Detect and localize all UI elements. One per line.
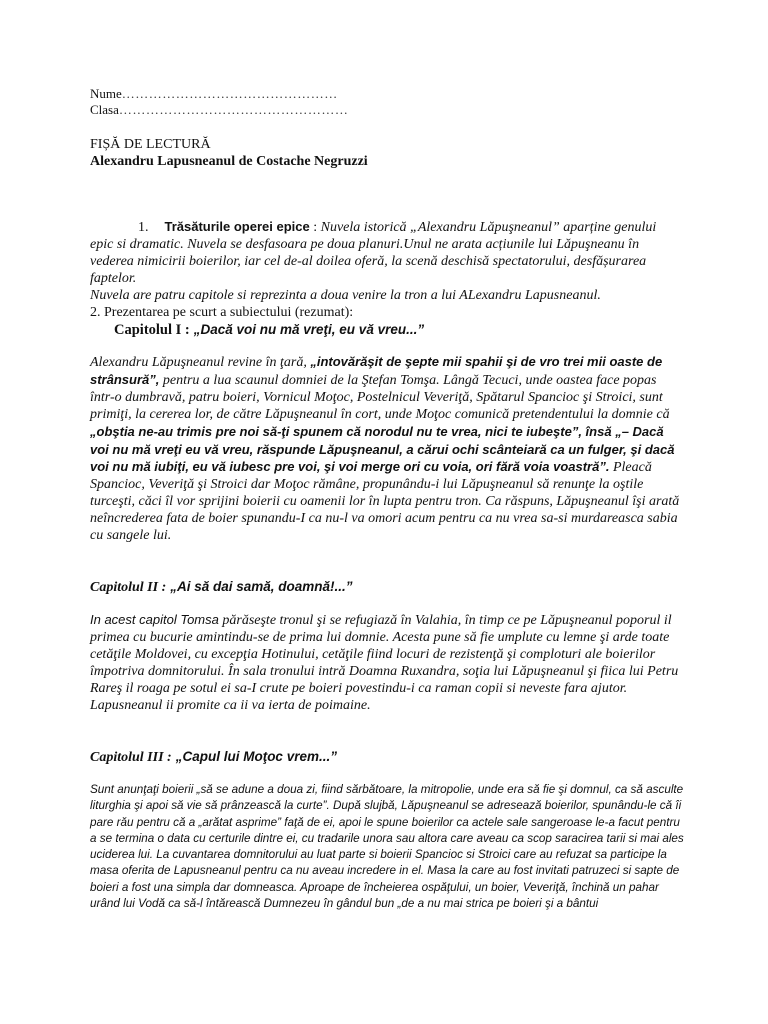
chapter-2-heading — [90, 578, 680, 597]
section-1-text-2: Nuvela are patru capitole si reprezinta a doua venire la tron a lui ALexandru Lapusneanul. — [90, 287, 601, 303]
chapter-1-label: Capitolul I : — [114, 322, 190, 338]
chapter-2-text-b: părăseşte tronul şi se refugiază în Valahia, în timp ce pe Lăpuşneanul poporul il primea cu bucurie amintindu-se de prima lui domnie. Acesta pune să fie umplute cu lemne şi arde toate cetăţile Moldovei, cu excepţia Hotinului, cetăţile fiind locuri de rezistenţă şi comploturi ale boierilor împotriva domnitorului. În sala tronului intră Doamna Ruxandra, soţia lui Lăpuşneanul şi fiica lui Petru Rareş il roaga pe sotul ei sa-I crute pe boieri povestindu-i ca raman copii si neveste fara ajutor. Lapusneanul ii promite ca ii va ierta de poimaine. — [90, 613, 679, 713]
section-1-text: Nuvela istorică „Alexandru Lăpuşneanul” aparține genului epic si dramatic. Nuvela se desfasoara pe doua planuri.Unul ne arata acțiunile lui Lăpuşneanu în vederea nimicirii boierilor, iar cel de-al doilea oferă, la scenă deschisă spectatorului, desfășurarea faptelor. — [90, 220, 657, 286]
chapter-1-quote-a: „intovărăşit de şepte mii spahii şi de vro trei mii oaste de strânsură”, — [90, 354, 663, 387]
chapter-1-quote: „Dacă voi nu mă vreţi, eu vă vreu...” — [193, 322, 425, 337]
chapter-1-heading — [90, 321, 680, 339]
class-label: Clasa — [90, 102, 119, 117]
name-line — [90, 86, 680, 102]
section-1-colon: : — [309, 220, 321, 235]
chapter-3-paragraph: Sunt anunţaţi boierii „să se adune a doua zi, fiind sărbătoare, la mitropolie, unde era să fie şi domnul, ca să asculte liturghia şi apoi să vie să prânzească la curte”. După slujbă, Lăpuşneanul se adresează boierilor, spunându-le că îi pare rău pentru că a „arătat asprime” faţă de ei, apoi le spune boierilor ca actele sale sangeroase le-a facut pentru a se termina o data cu certurile dintre ei, cu tradarile unora sau altora care aveau ca scop saracirea tarii si mai ales uciderea lui. La cuvantarea domnitorului au luat parte si boierii Spancioc si Stroici care au refuzat sa participe la masa oferita de Lapusneanul pentru ca nu aveau incredere in el. Masa la care au fost invitati patruzeci si sapte de boieri a fost una simpla dar domneasca. Aproape de încheierea ospăţului, un boier, Veveriţă, închină un pahar urând lui Vodă ca să-l întărească Dumnezeu în gândul bun „de a nu mai strica pe boieri şi a bântui — [90, 783, 684, 911]
chapter-1-text-d: Pleacă Spancioc, Veveriţă şi Stroici dar Moţoc rămâne, propunându-i lui Lăpuşneanul să renunţe la oştile turceşti, căci îl vor sprijini boierii cu oamenii lor în lupta pentru tron. Ca răspuns, Lăpuşneanul îşi arată neîncrederea fata de boier spunandu-I ca nu-l va omori acum pentru ca nu vrea sa-si murdareasca sabia cu sangele lui. — [90, 460, 680, 544]
chapter-1-quote-c: „– Dacă voi nu mă vreţi eu vă vreu, răspunde Lăpuşneanul, a cărui ochi scânteiară ca un fulger, şi dacă voi nu mă iubiţi, eu vă iubesc pre voi, şi voi merge ori cu voia, ori fără voia voastră”. — [90, 423, 675, 475]
chapter-3-summary — [90, 782, 684, 912]
chapter-1-text-a: Alexandru Lăpuşneanul revine în ţară, — [90, 355, 311, 370]
chapter-1-paragraph — [90, 354, 682, 545]
chapter-3-heading — [90, 748, 680, 767]
chapter-2-label: Capitolul II : — [90, 580, 167, 595]
book-title: Alexandru Lapusneanul de Costache Negruzzi — [90, 154, 368, 169]
name-dots: ………………………………………… — [121, 86, 338, 101]
chapter-1-text-c: însă — [581, 423, 616, 439]
name-label: Nume — [90, 86, 122, 101]
chapter-1-summary — [90, 354, 682, 545]
chapter-2-text-a: In acest capitol Tomsa — [90, 612, 219, 627]
chapter-3-quote: „Capul lui Moţoc vrem...” — [175, 749, 337, 764]
chapter-2-quote: „Ai să dai samă, doamnă!...” — [170, 579, 353, 594]
chapter-1-text-b: pentru a lua scaunul domniei de la Ştefan Tomşa. Lângă Tecuci, unde oastea face popas într-o dumbravă, patru boieri, Vornicul Moţoc, Postelnicul Veveriţă, Spătarul Spancioc şi Stroici, sunt primiţi, la cererea lor, de către Lăpuşneanul în cort, unde Moţoc comunică pretendentului la domnie că — [90, 372, 670, 422]
chapter-1-quote-b: „obştia ne-au trimis pre noi să-ţi spunem că norodul nu te vrea, nici te iubeşte”, — [90, 423, 582, 439]
chapter-3-label: Capitolul III : — [90, 750, 172, 765]
section-1-heading: Trăsăturile operei epice — [164, 219, 310, 234]
chapter-2-summary — [90, 612, 682, 714]
section-1-paragraph — [90, 219, 682, 288]
section-1 — [90, 219, 682, 321]
chapter-2-paragraph — [90, 612, 682, 714]
class-dots: …………………………………………… — [118, 102, 349, 117]
point-2: 2. Prezentarea pe scurt a subiectului (rezumat): — [90, 304, 354, 320]
section-1-number: 1. — [138, 220, 149, 235]
class-line — [90, 102, 680, 118]
worksheet-title: FIȘĂ DE LECTURĂ — [90, 137, 211, 152]
